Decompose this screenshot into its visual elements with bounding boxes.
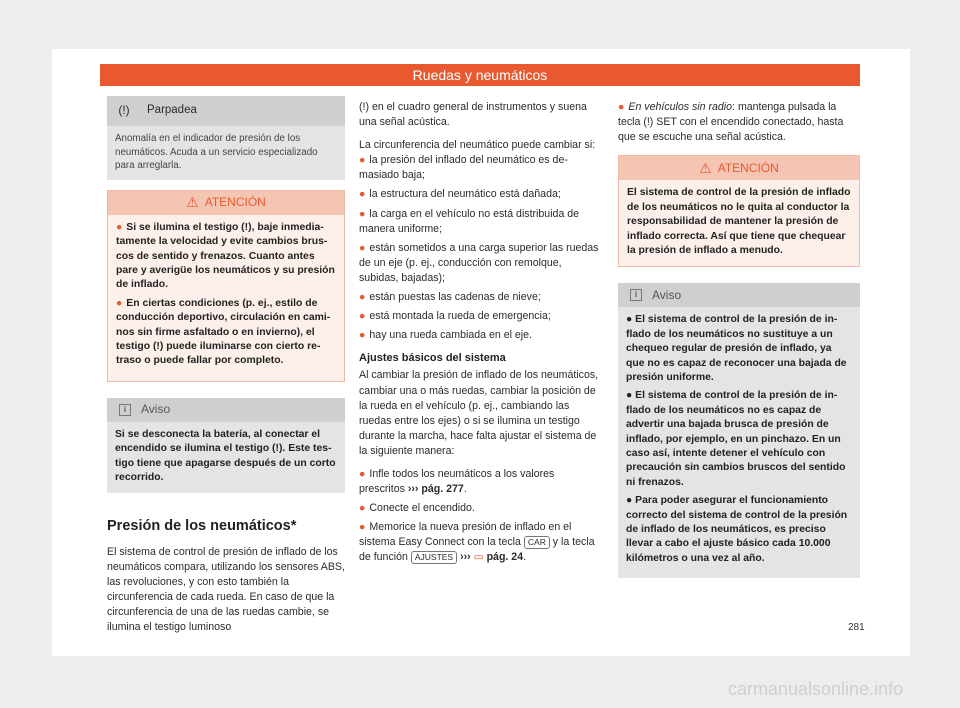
warning-title: ATENCIÓN — [204, 195, 266, 210]
list-item: ● hay una rueda cambiada en el eje. — [359, 329, 532, 342]
bullet-icon: ● — [359, 467, 366, 480]
bullet-icon: ● — [359, 502, 366, 515]
note-header — [107, 398, 345, 422]
list-item: ● Infle todos los neumáticos a los valores prescritos ››› pág. 277. — [359, 467, 555, 496]
section-title: Presión de los neumáticos* — [107, 518, 297, 535]
warning-body: El sistema de control de la presión de inflado de los neumáticos no le quita al conductor la responsabilidad de mantener la presión de inflado correcta. Así que tiene que chequear la presión de inflado a menudo. — [627, 187, 851, 256]
bullet-icon: ● — [626, 314, 636, 326]
bullet-icon: ● — [359, 188, 366, 201]
list-item: ● la carga en el vehículo no está distribuida de manera uniforme; — [359, 207, 580, 235]
note-box-2 — [618, 283, 860, 578]
page-number: 281 — [848, 622, 865, 633]
warning-triangle-icon: ⚠ — [699, 159, 712, 176]
page-reference-arrows: ››› — [460, 551, 471, 564]
paragraph: Al cambiar la presión de inflado de los neumáticos, cambiar una o más ruedas, cambiar la posición de la rueda en el vehículo (p. ej., cambiando las ruedas entre los ejes) o si se ilumina un testigo durante la marcha, hace falta ajustar el sistema de la siguiente manera: — [359, 369, 599, 457]
bullet-icon: ● — [618, 101, 625, 113]
list-item: ● están sometidos a una carga superior las ruedas de un eje (p. ej., conducción con remolque, subidas, bajadas); — [359, 241, 599, 284]
list-item: ● la estructura del neumático está dañada; — [359, 188, 561, 201]
list-item: ● En vehículos sin radio: mantenga pulsada la tecla (!) SET con el encendido conectado, hasta que se escuche una señal acústica. — [618, 101, 844, 144]
list-item: ● Memorice la nueva presión de inflado en el sistema Easy Connect con la tecla CAR y la tecla de función AJUSTES ››› ▭ pág. 24. — [359, 521, 595, 564]
book-icon: ▭ — [473, 551, 484, 564]
info-icon: i — [630, 289, 642, 301]
bullet-icon: ● — [359, 291, 366, 304]
list-item: ● En ciertas condiciones (p. ej., estilo de conducción deportivo, circulación en caminos sin firme asfaltado o en invierno), el testigo (!) puede iluminarse con cierto retraso o puede fallar por completo. — [116, 297, 331, 367]
note-body: Si se desconecta la batería, al conectar el encendido se ilumina el testigo (!). Este testigo tiene que apagarse después de un corto recorrido. — [115, 428, 336, 484]
warning-body — [108, 215, 344, 381]
bullet-icon: ● — [116, 221, 123, 233]
column-1 — [107, 96, 345, 635]
note-title: Aviso — [652, 287, 682, 302]
bullet-icon: ● — [626, 390, 636, 402]
blink-label: Parpadea — [147, 104, 197, 117]
watermark: carmanualsonline.info — [728, 679, 904, 699]
note-body — [618, 307, 860, 578]
warning-box-2 — [618, 155, 860, 267]
bullet-icon: ● — [116, 297, 123, 309]
subsection-title: Ajustes básicos del sistema — [359, 352, 506, 365]
column-2 — [359, 100, 602, 570]
bullet-icon: ● — [359, 329, 366, 342]
bullet-icon: ● — [359, 207, 366, 220]
page-reference-link[interactable]: ››› pág. 277 — [407, 483, 464, 496]
warning-triangle-icon: ⚠ — [186, 194, 199, 211]
bullet-icon: ● — [359, 310, 366, 323]
section-text: El sistema de control de presión de inflado de los neumáticos compara, utilizando los sensores ABS, las revoluciones, y con esto también la circunferencia de cada rueda. En caso de que la circunferencia de una de las ruedas cambie, se ilumina el testigo luminoso — [107, 545, 345, 634]
info-icon: i — [119, 404, 131, 416]
warning-box-1 — [107, 190, 345, 382]
note-header — [618, 283, 860, 307]
bullet-icon: ● — [359, 521, 366, 534]
list-item: ● El sistema de control de la presión de inflado de los neumáticos no sustituye a un chequeo regular de presión de inflado, ya que no es capaz de reconocer una bajada de presión uniforme. — [626, 314, 847, 383]
chapter-header: Ruedas y neumáticos — [100, 64, 860, 86]
paragraph: La circunferencia del neumático puede cambiar si: — [359, 139, 596, 152]
list-item: ● están puestas las cadenas de nieve; — [359, 291, 541, 304]
warning-title: ATENCIÓN — [717, 160, 779, 175]
list-item: ● El sistema de control de la presión de inflado de los neumáticos no es capaz de advertir una bajada brusca de presión de inflado, por ejemplo, en un pinchazo. En un caso así, intente detener el vehículo con precaución sin cambios bruscos del sentido ni frenazos. — [626, 390, 846, 488]
bullet-icon: ● — [626, 495, 636, 507]
note-title: Aviso — [141, 402, 171, 417]
list-item: ● está montada la rueda de emergencia; — [359, 310, 551, 323]
tire-pressure-icon: (!) — [118, 103, 130, 118]
warning-header — [619, 156, 859, 180]
car-key: CAR — [524, 536, 550, 549]
list-item: ● Conecte el encendido. — [359, 502, 475, 515]
page-reference-link[interactable]: pág. 24 — [486, 551, 524, 564]
list-item: ● Para poder asegurar el funcionamiento correcto del sistema de control de la presión de inflado de los neumáticos, es preciso llevar a cabo el ajuste básico cada 10.000 kilómetros o una vez al año. — [626, 495, 848, 564]
warning-header — [108, 191, 344, 215]
blink-text: Anomalía en el indicador de presión de los neumáticos. Acuda a un servicio especializado para arreglarla. — [115, 133, 318, 172]
bullet-icon: ● — [359, 154, 366, 167]
list-item: ● Si se ilumina el testigo (!), baje inmediatamente la velocidad y evite cambios bruscos de sentido y frenazos. Cuanto antes pare y averigüe los neumáticos y su presión de inflado. — [116, 221, 335, 291]
blink-bar — [107, 96, 345, 126]
note-box-1 — [107, 398, 345, 494]
paragraph: (!) en el cuadro general de instrumentos y suena una señal acústica. — [359, 101, 587, 129]
bullet-icon: ● — [359, 241, 366, 254]
ajustes-key: AJUSTES — [411, 551, 457, 564]
blink-box — [107, 96, 345, 180]
column-3 — [618, 100, 860, 578]
list-item: ● la presión del inflado del neumático es demasiado baja; — [359, 154, 568, 182]
